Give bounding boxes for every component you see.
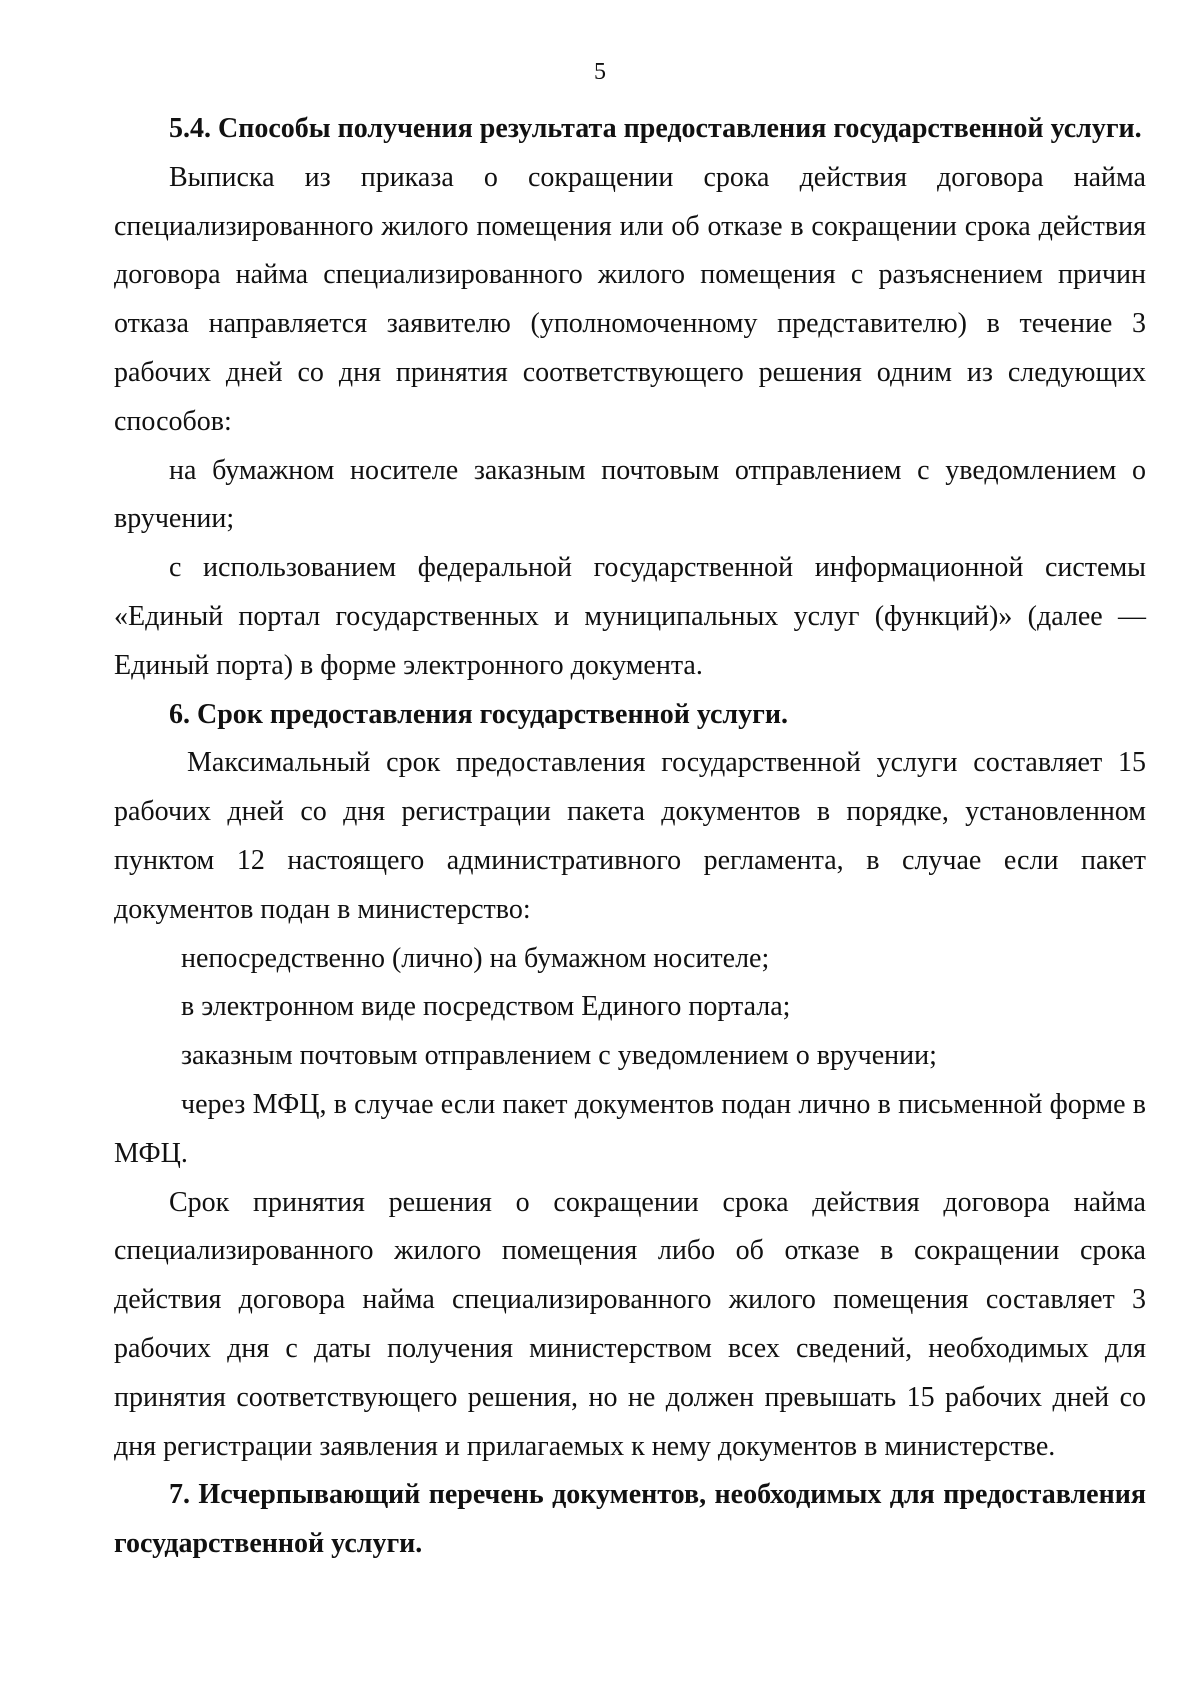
paragraph-max-term: Максимальный срок предоставления государственной услуги составляет 15 рабочих дней со дня регистрации пакета документов в порядке, установленном пунктом 12 настоящего административного регламента, в случае если пакет документов подан в министерство: (114, 747, 1146, 925)
list-item-registered-mail: заказным почтовым отправлением с уведомлением о вручении; (181, 1040, 937, 1072)
paragraph-extract-delivery: Выписка из приказа о сокращении срока действия договора найма специализированного жилого помещения или об отказе в сокращении срока действия договора найма специализированного жилого помещения с разъяснением причин отказа направляется заявителю (уполномоченному представителю) в течение 3 рабочих дней со дня принятия соответствующего решения одним из следующих способов: (114, 161, 1146, 437)
paragraph-decision-term: Срок принятия решения о сокращении срока действия договора найма специализированного жилого помещения либо об отказе в сокращении срока действия договора найма специализированного жилого помещения составляет 3 рабочих дня с даты получения министерством всех сведений, необходимых для принятия соответствующего решения, но не должен превышать 15 рабочих дней со дня регистрации заявления и прилагаемых к нему документов в министерстве. (114, 1186, 1146, 1462)
list-item-electronic: в электронном виде посредством Единого портала; (181, 991, 791, 1023)
page-number: 5 (594, 59, 606, 85)
paragraph-method-paper: на бумажном носителе заказным почтовым отправлением с уведомлением о вручении; (114, 454, 1146, 535)
section-heading-6: 6. Срок предоставления государственной услуги. (169, 698, 788, 730)
document-body (114, 105, 1146, 1569)
section-heading-7: 7. Исчерпывающий перечень документов, необходимых для предоставления государственной услуги. (114, 1479, 1146, 1560)
section-heading-5-4: 5.4. Способы получения результата предоставления государственной услуги. (169, 113, 1142, 144)
list-item-mfc: через МФЦ, в случае если пакет документов подан лично в письменной форме в МФЦ. (114, 1088, 1146, 1169)
list-item-in-person: непосредственно (лично) на бумажном носителе; (181, 942, 770, 974)
paragraph-method-portal: с использованием федеральной государственной информационной системы «Единый портал государственных и муниципальных услуг (функций)» (далее — Единый порта) в форме электронного документа. (114, 552, 1146, 681)
